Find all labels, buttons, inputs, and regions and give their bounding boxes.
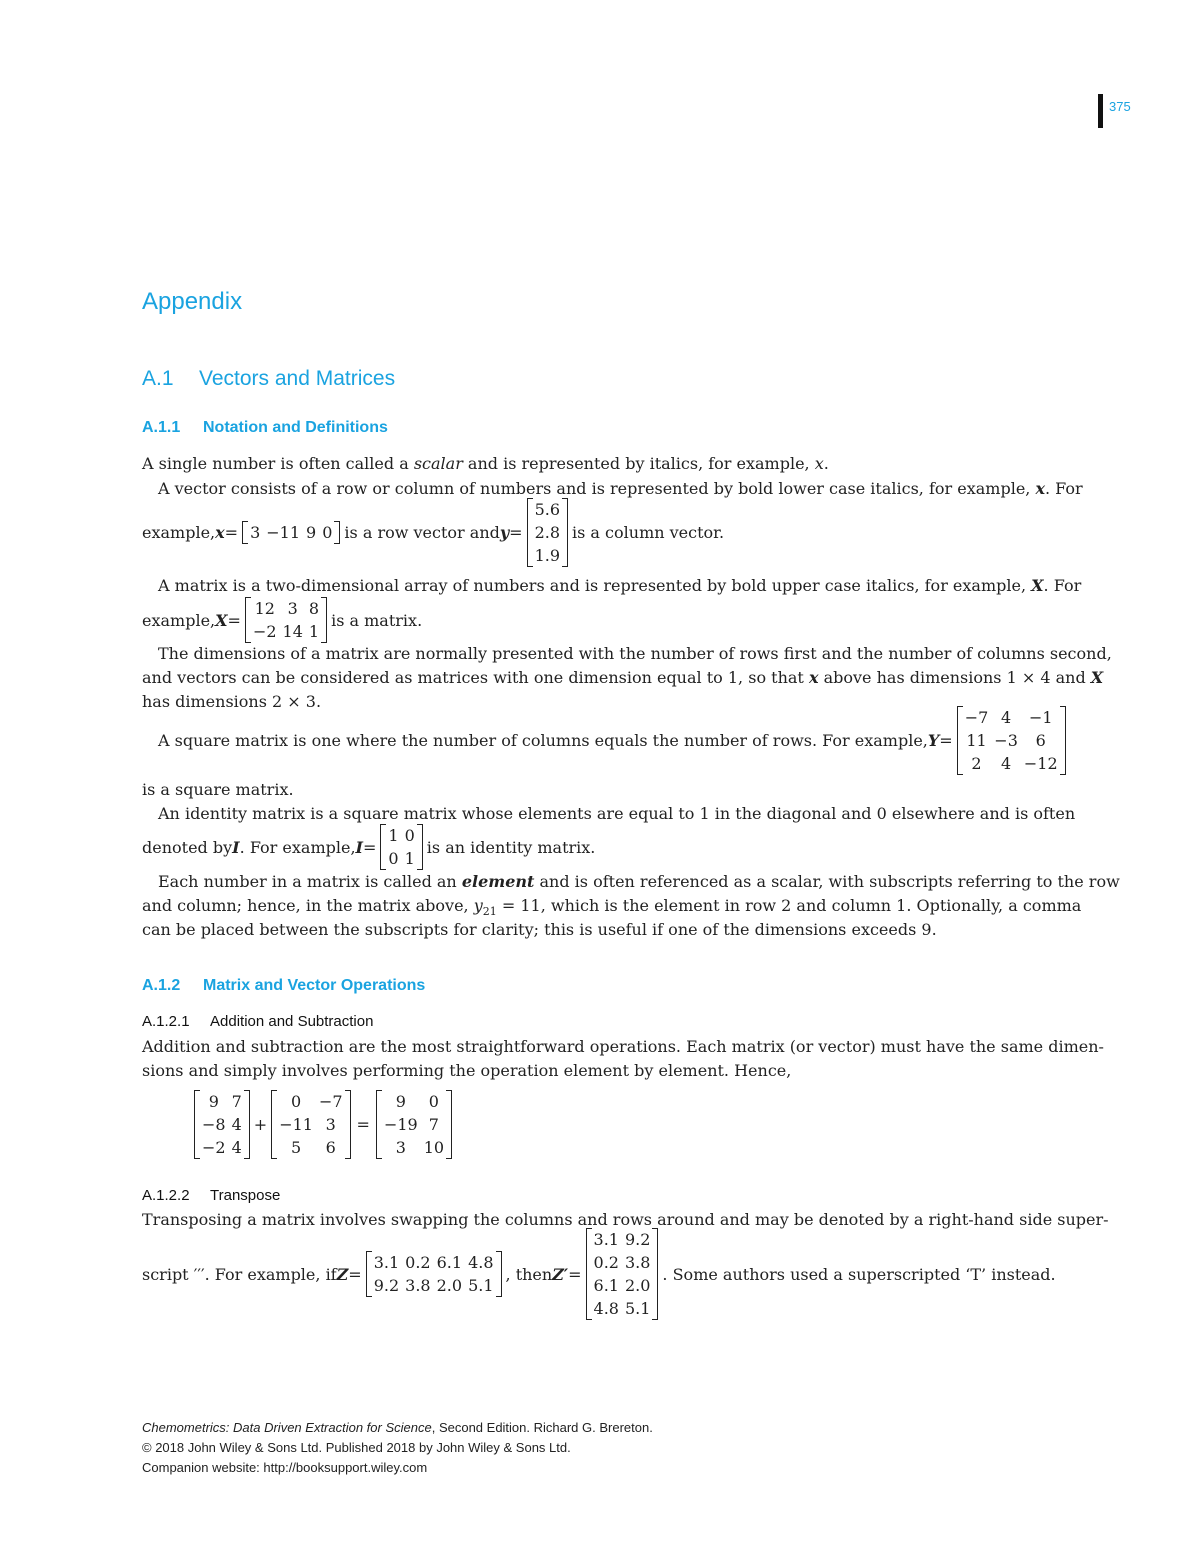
- text: and vectors can be considered as matrices with one dimension equal to 1, so that: [142, 668, 809, 687]
- text: is a column vector.: [572, 523, 725, 542]
- text: , then: [505, 1264, 553, 1284]
- paragraph-square-matrix: [158, 706, 1066, 775]
- section-number: A.1: [142, 367, 174, 390]
- cell: −7: [318, 1092, 343, 1111]
- text: is a row vector and: [344, 523, 500, 542]
- text: example,: [142, 523, 216, 542]
- text: script ′′′. For example, if: [142, 1264, 337, 1284]
- cell: 0.2: [593, 1253, 619, 1272]
- section-a12-heading: [142, 977, 425, 995]
- cell: −2: [202, 1138, 226, 1157]
- cell: 9: [306, 523, 317, 542]
- text: . Some authors used a superscripted ‘T’ instead.: [662, 1264, 1056, 1284]
- cell: 3: [395, 1138, 406, 1157]
- cell: 6.1: [593, 1276, 619, 1295]
- section-a121-heading: [142, 1013, 373, 1030]
- paragraph-matrix: [158, 574, 1081, 598]
- cell: 4: [231, 1115, 242, 1134]
- matrix-addend-2: [271, 1090, 350, 1159]
- equals-operator: =: [356, 1115, 370, 1134]
- section-number: A.1.1: [142, 419, 181, 436]
- page-number-bar: [1098, 94, 1103, 128]
- matrix-sum: [376, 1090, 452, 1159]
- symbol: y: [499, 523, 510, 542]
- emphasis: element: [461, 872, 535, 891]
- symbol: X: [1090, 668, 1104, 687]
- cell: 0.2: [405, 1253, 431, 1272]
- cell: 6: [325, 1138, 336, 1157]
- cell: 1: [404, 849, 415, 868]
- cell: 2.8: [534, 523, 561, 542]
- book-title: Chemometrics: Data Driven Extraction for Science: [142, 1420, 432, 1435]
- cell: 3.8: [624, 1253, 651, 1272]
- text: and is represented by italics, for example,: [462, 454, 815, 473]
- cell: 3.1: [373, 1253, 400, 1272]
- paragraph-matrix-example: [142, 597, 422, 643]
- matrix-I: [380, 824, 422, 870]
- matrix-X: [245, 597, 327, 643]
- cell: −7: [964, 708, 989, 727]
- cell: 4: [1001, 708, 1012, 727]
- symbol: x: [215, 523, 225, 542]
- cell: −12: [1023, 754, 1058, 773]
- cell: 7: [231, 1092, 242, 1111]
- paragraph-identity-line1: An identity matrix is a square matrix whose elements are equal to 1 in the diagonal and 0 elsewhere and is often: [158, 804, 1076, 823]
- text: =: [363, 837, 377, 857]
- symbol: x: [814, 454, 824, 473]
- text: Each number in a matrix is called an: [158, 872, 462, 891]
- paragraph-square-matrix-end: is a square matrix.: [142, 780, 294, 799]
- text: =: [939, 731, 953, 750]
- paragraph-addition-line1: Addition and subtraction are the most straightforward operations. Each matrix (or vector) must have the same dimen-: [142, 1037, 1104, 1056]
- paragraph-transpose-line2: [142, 1228, 1056, 1320]
- symbol: X: [1031, 576, 1044, 595]
- cell: −2: [252, 622, 277, 641]
- paragraph-identity-line2: [142, 824, 595, 870]
- cell: 14: [282, 622, 303, 641]
- cell: 3: [250, 523, 261, 542]
- cell: 12: [254, 599, 275, 618]
- symbol: x: [1035, 479, 1045, 498]
- text: A square matrix is one where the number of columns equals the number of rows. For example,: [158, 731, 928, 750]
- cell: −11: [266, 523, 301, 542]
- matrix-Y: [957, 706, 1066, 775]
- section-title: Matrix and Vector Operations: [203, 977, 426, 994]
- section-title: Transpose: [210, 1187, 281, 1204]
- text: .: [823, 454, 829, 473]
- cell: 1: [308, 622, 320, 641]
- text: A single number is often called a: [142, 454, 414, 473]
- emphasis: scalar: [413, 454, 463, 473]
- addition-equation: [194, 1090, 452, 1159]
- cell: 2: [971, 754, 982, 773]
- symbol: Y: [927, 731, 940, 750]
- cell: 0: [428, 1092, 439, 1111]
- paragraph-transpose-line1: Transposing a matrix involves swapping the columns and rows around and may be denoted by a right-hand side super-: [142, 1210, 1109, 1229]
- text: =: [348, 1264, 362, 1284]
- column-vector-y: [527, 498, 568, 567]
- section-title: Notation and Definitions: [203, 419, 388, 436]
- text: . For: [1045, 479, 1083, 498]
- appendix-title: Appendix: [142, 288, 243, 315]
- cell: 5.1: [468, 1276, 494, 1295]
- text: above has dimensions 1 × 4 and: [818, 668, 1091, 687]
- paragraph-dimensions-line3: has dimensions 2 × 3.: [142, 692, 322, 711]
- paragraph-vector-example: [142, 498, 724, 567]
- cell: 9: [395, 1092, 406, 1111]
- text: . For example,: [239, 837, 356, 857]
- cell: 5.6: [534, 500, 561, 519]
- cell: 0: [322, 523, 333, 542]
- cell: 11: [966, 731, 987, 750]
- plus-operator: +: [253, 1115, 268, 1134]
- paragraph-dimensions-line1: The dimensions of a matrix are normally presented with the number of rows first and the number of columns second,: [158, 644, 1112, 663]
- cell: 4.8: [593, 1299, 619, 1318]
- text: and column; hence, in the matrix above,: [142, 896, 474, 915]
- cell: 9.2: [373, 1276, 400, 1295]
- cell: −3: [994, 731, 1018, 750]
- symbol: Z: [336, 1264, 349, 1284]
- footer-citation: [142, 1418, 653, 1438]
- page-number: 375: [1109, 99, 1131, 114]
- text: denoted by: [142, 837, 233, 857]
- paragraph-scalar: [142, 452, 829, 476]
- cell: 3: [325, 1115, 336, 1134]
- section-title: Addition and Subtraction: [210, 1013, 374, 1030]
- cell: 1.9: [534, 546, 561, 565]
- section-a11-heading: [142, 419, 388, 437]
- cell: 1: [388, 826, 399, 845]
- section-title: Vectors and Matrices: [199, 367, 396, 390]
- cell: 2.0: [436, 1276, 463, 1295]
- subscript: 21: [482, 905, 497, 919]
- cell: 0: [290, 1092, 302, 1111]
- text: , Second Edition. Richard G. Brereton.: [431, 1420, 653, 1435]
- cell: 7: [428, 1115, 439, 1134]
- row-vector-x: [242, 521, 340, 544]
- text: . For: [1043, 576, 1082, 595]
- matrix-Z-transpose: [586, 1228, 659, 1320]
- symbol: I: [232, 837, 240, 857]
- symbol: x: [808, 668, 819, 687]
- section-number: A.1.2.2: [142, 1187, 190, 1204]
- footer: [142, 1418, 653, 1478]
- text: A vector consists of a row or column of numbers and is represented by bold lower case italics, for example,: [158, 479, 1036, 498]
- cell: 4.8: [468, 1253, 494, 1272]
- cell: 4: [1001, 754, 1012, 773]
- paragraph-dimensions-line2: [142, 666, 1103, 690]
- paragraph-element-line1: [158, 870, 1120, 894]
- section-a122-heading: [142, 1187, 280, 1204]
- cell: 5.1: [624, 1299, 651, 1318]
- text: =: [227, 610, 241, 630]
- cell: 2.0: [624, 1276, 651, 1295]
- symbol: X: [215, 610, 228, 630]
- cell: 9: [208, 1092, 219, 1111]
- text: and is often referenced as a scalar, with subscripts referring to the row: [534, 872, 1120, 891]
- cell: 9.2: [624, 1230, 651, 1249]
- paragraph-element-line3: can be placed between the subscripts for clarity; this is useful if one of the dimensions exceeds 9.: [142, 920, 937, 939]
- footer-copyright: © 2018 John Wiley & Sons Ltd. Published 2018 by John Wiley & Sons Ltd.: [142, 1440, 571, 1455]
- cell: 3.1: [593, 1230, 619, 1249]
- text: = 11, which is the element in row 2 and column 1. Optionally, a comma: [496, 896, 1082, 915]
- footer-website: Companion website: http://booksupport.wiley.com: [142, 1460, 428, 1475]
- cell: 0: [388, 849, 399, 868]
- cell: 6.1: [436, 1253, 463, 1272]
- cell: 6: [1035, 731, 1046, 750]
- cell: −1: [1028, 708, 1053, 727]
- text: is an identity matrix.: [426, 837, 596, 857]
- text: =: [568, 1264, 582, 1284]
- cell: 8: [308, 599, 320, 618]
- text: example,: [142, 610, 216, 630]
- cell: −11: [279, 1115, 313, 1134]
- text: =: [224, 523, 239, 542]
- cell: −19: [383, 1115, 418, 1134]
- cell: 3.8: [405, 1276, 431, 1295]
- symbol: y: [473, 896, 483, 915]
- cell: 3: [287, 599, 298, 618]
- cell: 10: [423, 1138, 445, 1157]
- section-a1-heading: [142, 367, 395, 391]
- matrix-Z: [366, 1251, 502, 1297]
- matrix-addend-1: [194, 1090, 250, 1159]
- cell: 4: [231, 1138, 242, 1157]
- cell: −8: [202, 1115, 226, 1134]
- text: =: [509, 523, 523, 542]
- paragraph-addition-line2: sions and simply involves performing the operation element by element. Hence,: [142, 1061, 792, 1080]
- symbol: I: [355, 837, 364, 857]
- text: A matrix is a two-dimensional array of numbers and is represented by bold upper case italics, for example,: [158, 576, 1032, 595]
- section-number: A.1.2.1: [142, 1013, 190, 1030]
- section-number: A.1.2: [142, 977, 181, 994]
- cell: 0: [404, 826, 415, 845]
- cell: 5: [290, 1138, 302, 1157]
- text: is a matrix.: [331, 610, 423, 630]
- symbol: Z′: [552, 1264, 569, 1284]
